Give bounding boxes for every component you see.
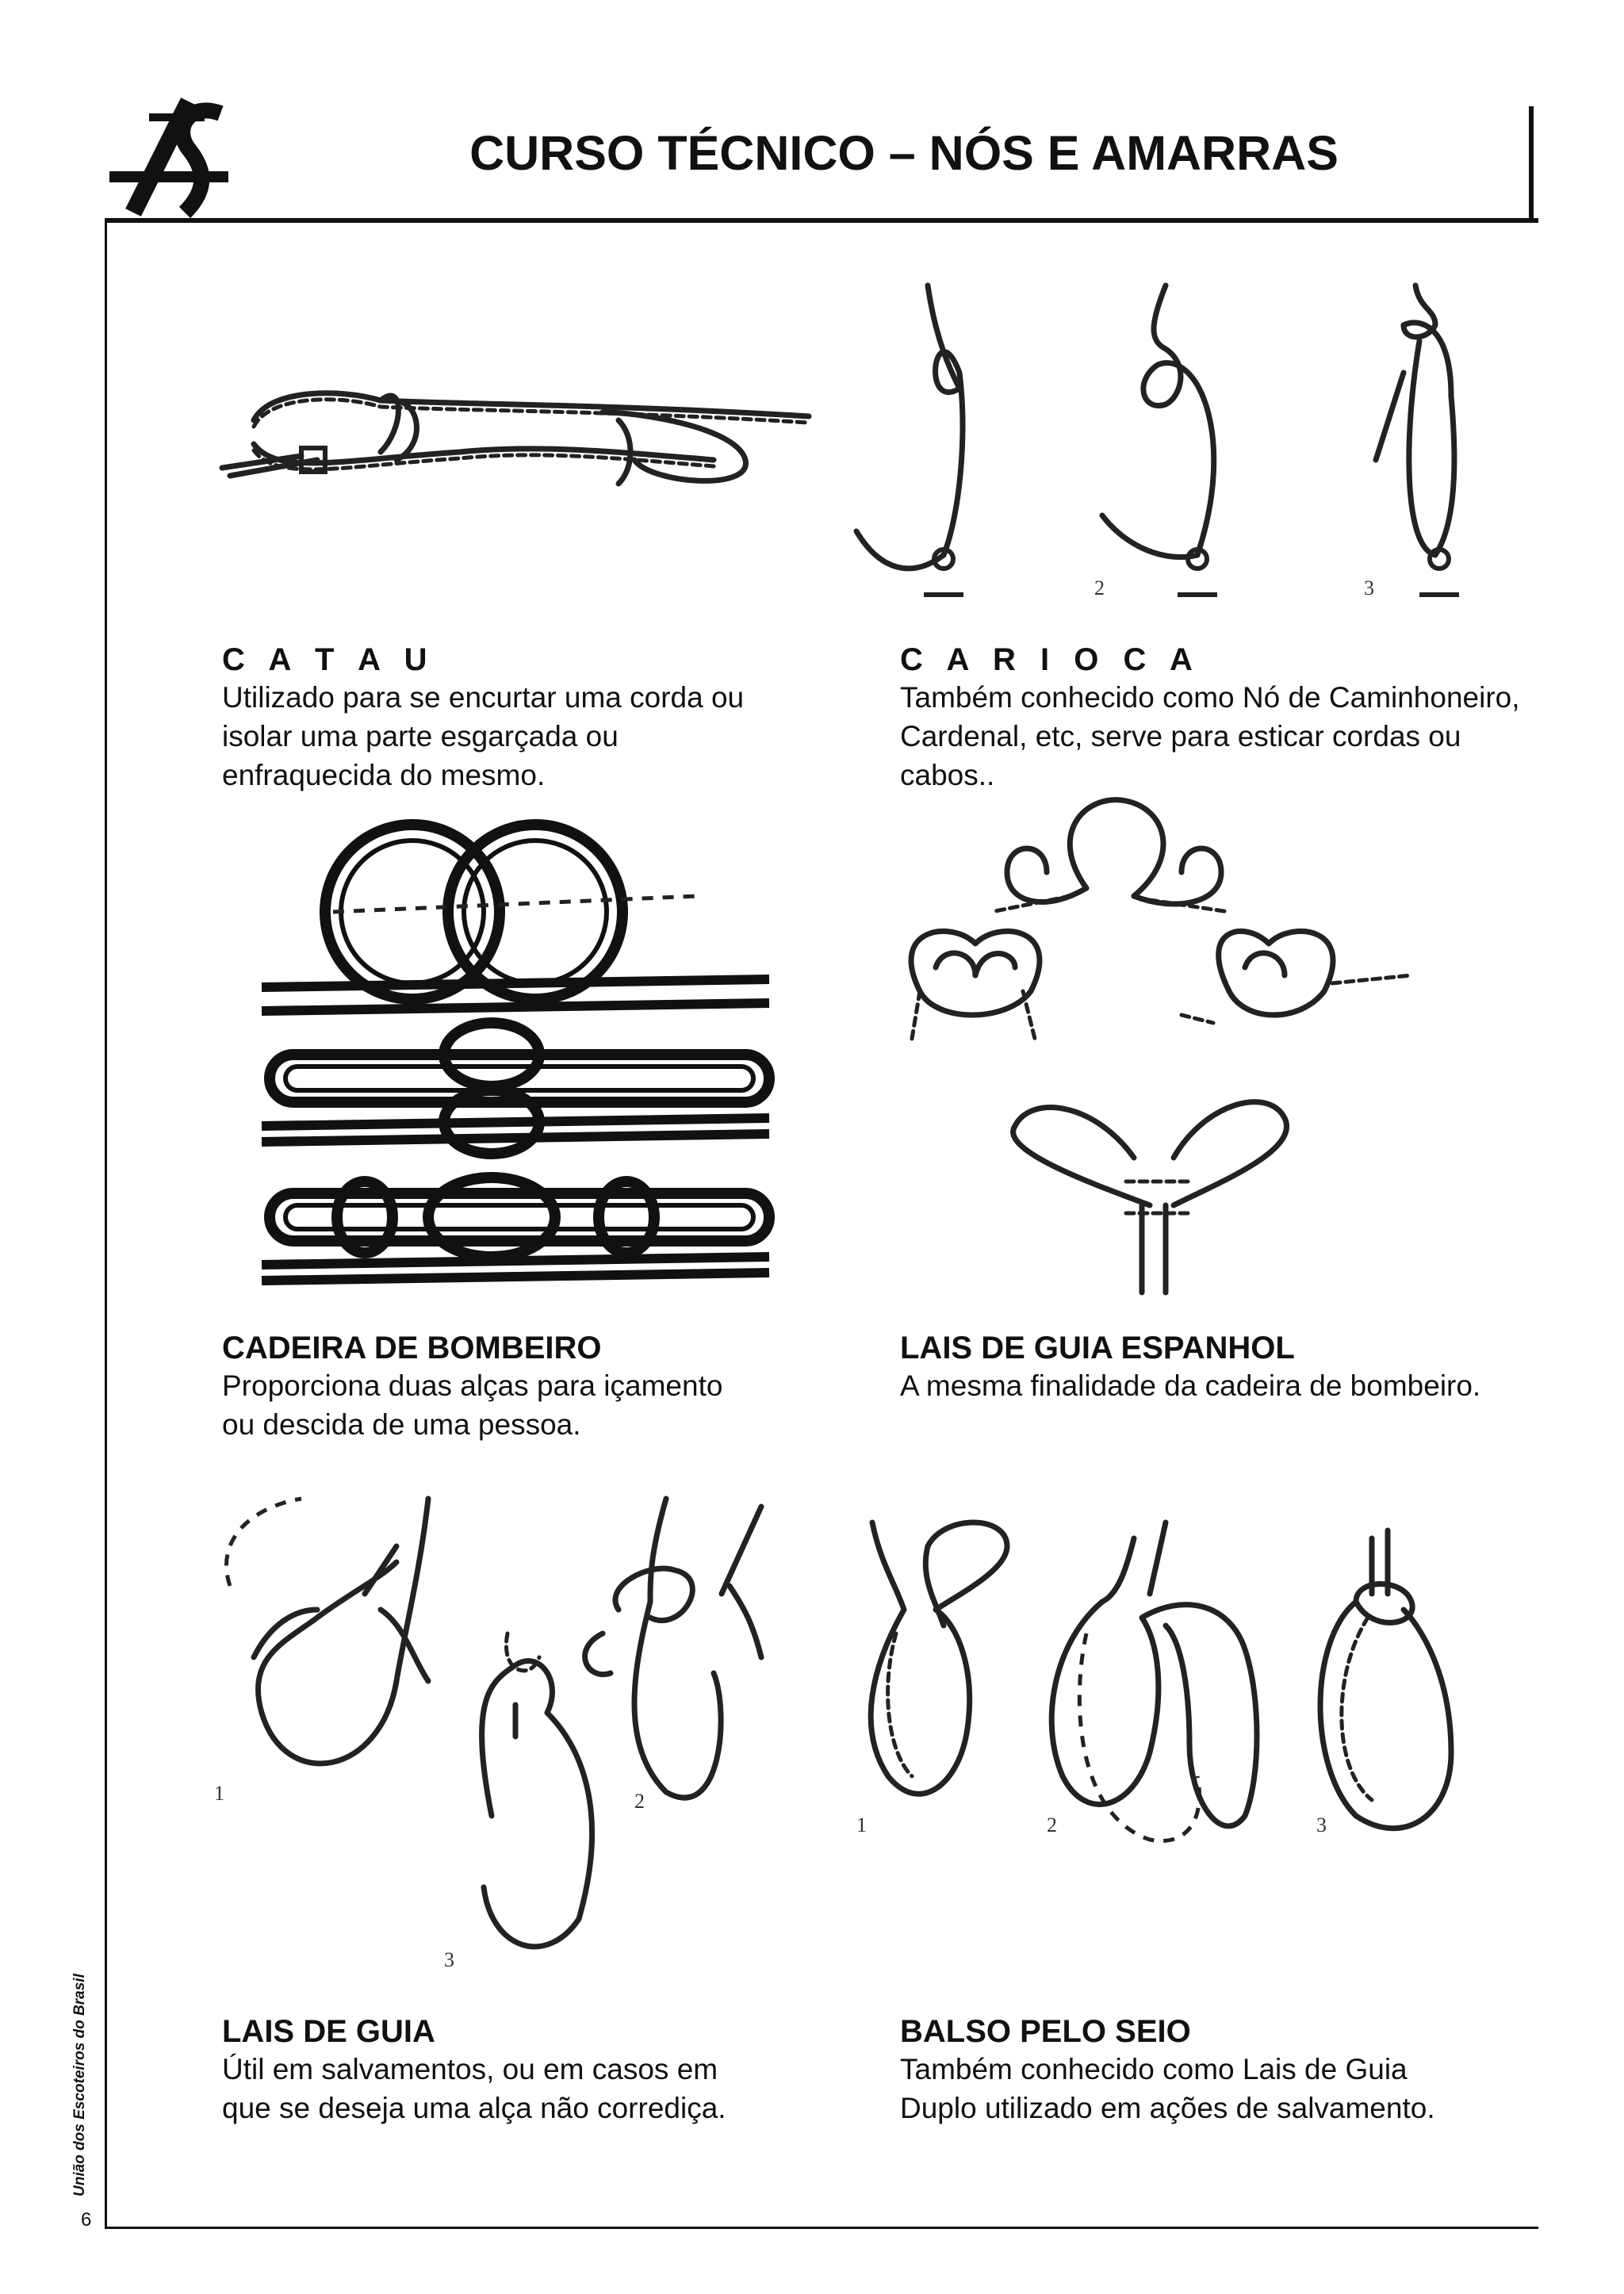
knot-block-carioca xyxy=(900,642,1550,795)
knot-title: BALSO PELO SEIO xyxy=(900,2014,1191,2049)
lais-de-guia-espanhol-illustration xyxy=(888,785,1443,1300)
balso-pelo-seio-illustration xyxy=(848,1515,1483,1887)
page-title: CURSO TÉCNICO – NÓS E AMARRAS xyxy=(469,126,1339,180)
knot-description-line: Útil em salvamentos, ou em casos em xyxy=(222,2053,718,2085)
knot-title: C A T A U xyxy=(222,642,435,677)
knot-description-line: Duplo utilizado em ações de salvamento. xyxy=(900,2092,1435,2124)
knot-block-lais-de-guia xyxy=(222,2014,872,2127)
knot-title: LAIS DE GUIA xyxy=(222,2014,435,2049)
knot-description-line: que se deseja uma alça não corrediça. xyxy=(222,2092,726,2124)
knot-description-line: Utilizado para se encurtar uma corda ou xyxy=(222,681,745,714)
balso-step-3-label: 3 xyxy=(1316,1813,1327,1836)
carioca-step-3-label: 3 xyxy=(1364,576,1374,599)
left-rule xyxy=(105,218,107,2229)
header-right-rule xyxy=(1529,106,1534,222)
page-number: 6 xyxy=(81,2209,92,2231)
knot-description-line: enfraquecida do mesmo. xyxy=(222,759,546,791)
bottom-rule xyxy=(105,2227,1538,2229)
cadeira-de-bombeiro-illustration xyxy=(262,817,777,1285)
lais-de-guia-step-3-label: 3 xyxy=(444,1948,454,1971)
knot-description-line: cabos.. xyxy=(900,759,995,791)
carioca-illustration xyxy=(848,278,1499,603)
knot-title: C A R I O C A xyxy=(900,642,1201,677)
knot-description-line: Proporciona duas alças para içamento xyxy=(222,1369,723,1402)
knot-description-line: A mesma finalidade da cadeira de bombeiro. xyxy=(900,1369,1481,1402)
carioca-step-2-label: 2 xyxy=(1094,576,1105,599)
knot-block-lais-de-guia-espanhol xyxy=(900,1331,1550,1405)
lais-de-guia-step-2-label: 2 xyxy=(634,1790,645,1813)
knot-description-line: Cardenal, etc, serve para esticar cordas ou xyxy=(900,720,1461,753)
publisher-vertical-text: União dos Escoteiros do Brasil xyxy=(71,1974,88,2196)
knot-description-line: Também conhecido como Lais de Guia xyxy=(900,2053,1408,2085)
balso-step-2-label: 2 xyxy=(1047,1813,1057,1836)
knot-title: LAIS DE GUIA ESPANHOL xyxy=(900,1331,1295,1365)
fs-logo-icon xyxy=(102,94,236,220)
knot-block-cadeira-de-bombeiro xyxy=(222,1331,872,1444)
lais-de-guia-illustration xyxy=(206,1475,825,1974)
lais-de-guia-step-1-label: 1 xyxy=(214,1782,224,1805)
header-rule xyxy=(106,218,1538,223)
balso-step-1-label: 1 xyxy=(856,1813,867,1836)
knot-description-line: Também conhecido como Nó de Caminhoneiro, xyxy=(900,681,1520,714)
knot-title: CADEIRA DE BOMBEIRO xyxy=(222,1331,602,1365)
knot-block-catau xyxy=(222,642,872,795)
catau-illustration xyxy=(222,365,825,507)
knot-description-line: ou descida de uma pessoa. xyxy=(222,1408,581,1441)
knot-block-balso-pelo-seio xyxy=(900,2014,1550,2127)
knot-description-line: isolar uma parte esgarçada ou xyxy=(222,720,619,753)
